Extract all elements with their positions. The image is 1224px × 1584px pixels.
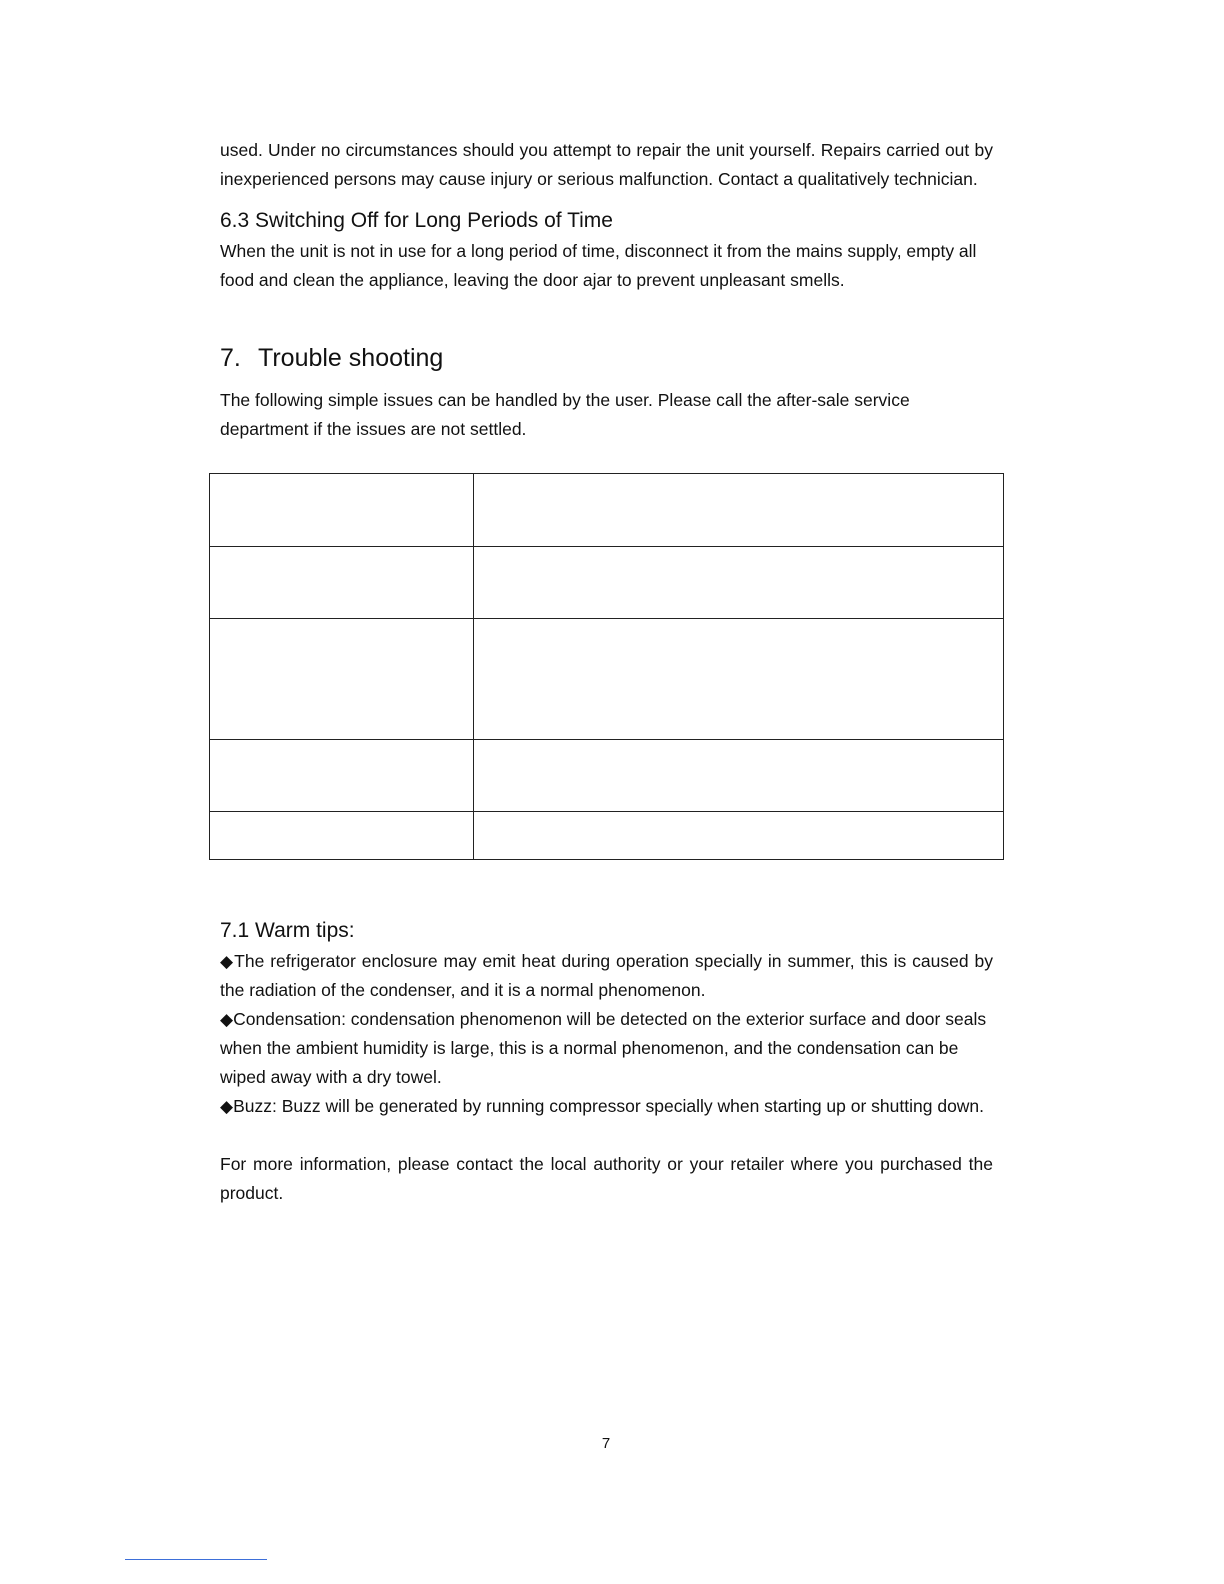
upper-content bbox=[220, 136, 993, 444]
solution-cell bbox=[474, 619, 1004, 740]
problem-cell bbox=[210, 547, 474, 619]
problem-cell bbox=[210, 619, 474, 740]
table-row bbox=[210, 619, 1004, 740]
troubleshooting-table-wrapper bbox=[209, 473, 1003, 860]
diamond-bullet-icon: ◆ bbox=[220, 1010, 234, 1029]
tip-item bbox=[220, 1092, 993, 1121]
tip-item bbox=[220, 1005, 993, 1092]
tip-text: Condensation: condensation phenomenon will be detected on the exterior surface and door seals when the ambient humidity is large, this is a normal phenomenon, and the condensation can be wiped away with a dry towel. bbox=[220, 1009, 987, 1087]
repair-paragraph: used. Under no circumstances should you attempt to repair the unit yourself. Repairs carried out by inexperienced persons may cause injury or serious malfunction. Contact a qualitatively technician. bbox=[220, 140, 993, 189]
tip-text: The refrigerator enclosure may emit heat during operation specially in summer, this is caused by the radiation of the condenser, and it is a normal phenomenon. bbox=[220, 951, 993, 1000]
solution-cell bbox=[474, 474, 1004, 547]
section-7-title: Trouble shooting bbox=[258, 344, 444, 372]
page-number: 7 bbox=[601, 1435, 611, 1452]
problem-cell bbox=[210, 474, 474, 547]
section-6-3-body: When the unit is not in use for a long period of time, disconnect it from the mains supply, empty all food and clean the appliance, leaving the door ajar to prevent unpleasant smells. bbox=[220, 241, 977, 290]
section-7-intro-line-1: The following simple issues can be handled by the user. Please call the after-sale service bbox=[220, 390, 910, 410]
solution-cell bbox=[474, 812, 1004, 860]
problem-cell bbox=[210, 740, 474, 812]
tip-text: Buzz: Buzz will be generated by running compressor specially when starting up or shutting down. bbox=[233, 1096, 985, 1116]
table-row bbox=[210, 740, 1004, 812]
warm-tips-section bbox=[220, 917, 993, 1208]
table-row bbox=[210, 812, 1004, 860]
warm-tips-heading: 7.1 Warm tips: bbox=[220, 919, 355, 942]
footnote-separator-line bbox=[125, 1559, 267, 1560]
section-7-intro-line-2: department if the issues are not settled. bbox=[220, 419, 527, 439]
problem-cell bbox=[210, 812, 474, 860]
table-row bbox=[210, 474, 1004, 547]
diamond-bullet-icon: ◆ bbox=[220, 952, 235, 971]
tip-item bbox=[220, 947, 993, 1005]
section-7-heading bbox=[220, 341, 993, 375]
troubleshooting-table bbox=[209, 473, 1004, 860]
diamond-bullet-icon: ◆ bbox=[220, 1097, 234, 1116]
section-6-3-heading: 6.3 Switching Off for Long Periods of Time bbox=[220, 209, 613, 232]
table-row bbox=[210, 547, 1004, 619]
solution-cell bbox=[474, 547, 1004, 619]
section-7-number: 7. bbox=[220, 344, 241, 372]
solution-cell bbox=[474, 740, 1004, 812]
more-info-paragraph: For more information, please contact the local authority or your retailer where you purchased the product. bbox=[220, 1154, 993, 1203]
